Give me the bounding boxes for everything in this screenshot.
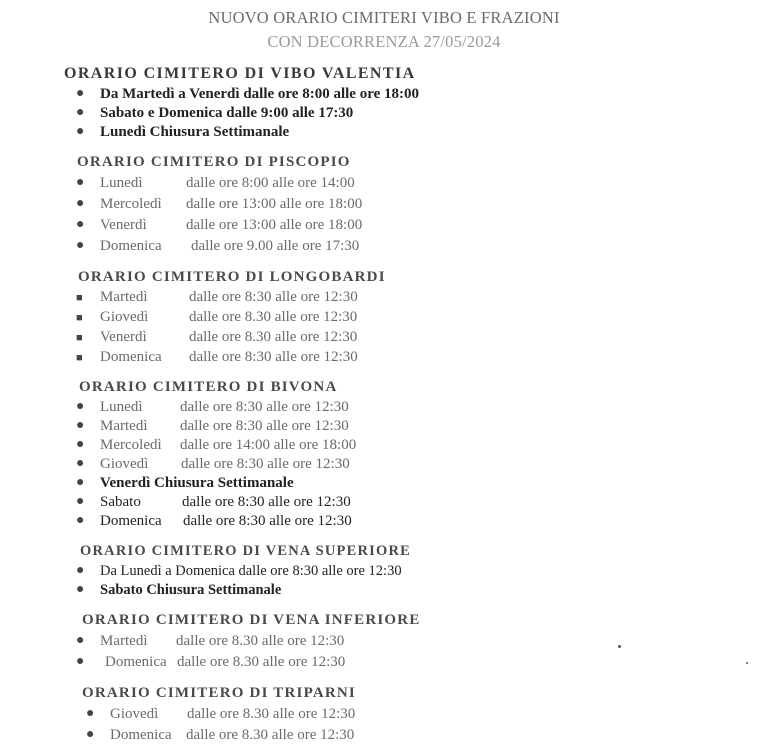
bullet-icon: ●	[76, 475, 85, 490]
scan-speck	[746, 662, 748, 664]
square-bullet-icon: ■	[76, 292, 83, 304]
section-title-triparni: ORARIO CIMITERO DI TRIPARNI	[82, 685, 356, 701]
section-title-bivona: ORARIO CIMITERO DI BIVONA	[79, 379, 338, 395]
bullet-icon: ●	[76, 196, 85, 211]
section-title-vena-superiore: ORARIO CIMITERO DI VENA SUPERIORE	[80, 543, 411, 559]
document-subtitle: CON DECORRENZA 27/05/2024	[267, 32, 501, 51]
bullet-icon: ●	[76, 175, 85, 190]
section-title-longobardi: ORARIO CIMITERO DI LONGOBARDI	[78, 269, 386, 285]
bullet-icon: ●	[86, 727, 95, 742]
section-title-vena-inferiore: ORARIO CIMITERO DI VENA INFERIORE	[82, 612, 421, 628]
bullet-icon: ●	[76, 654, 85, 669]
bullet-icon: ●	[76, 437, 85, 452]
bullet-icon: ●	[76, 563, 85, 578]
square-bullet-icon: ■	[76, 312, 83, 324]
bullet-icon: ●	[76, 418, 85, 433]
bullet-icon: ●	[76, 456, 85, 471]
bullet-icon: ●	[76, 86, 85, 101]
bullet-icon: ●	[76, 217, 85, 232]
bullet-icon: ●	[76, 633, 85, 648]
section-title-piscopio: ORARIO CIMITERO DI PISCOPIO	[77, 154, 351, 170]
bullet-icon: ●	[76, 105, 85, 120]
bullet-icon: ●	[76, 582, 85, 597]
square-bullet-icon: ■	[76, 332, 83, 344]
bullet-icon: ●	[86, 706, 95, 721]
bullet-icon: ●	[76, 124, 85, 139]
section-title-vibo-valentia: ORARIO CIMITERO DI VIBO VALENTIA	[64, 65, 416, 82]
bullet-icon: ●	[76, 494, 85, 509]
bullet-icon: ●	[76, 238, 85, 253]
scan-speck	[618, 645, 621, 648]
square-bullet-icon: ■	[76, 352, 83, 364]
bullet-icon: ●	[76, 513, 85, 528]
document-title: NUOVO ORARIO CIMITERI VIBO E FRAZIONI	[208, 8, 560, 27]
bullet-icon: ●	[76, 399, 85, 414]
